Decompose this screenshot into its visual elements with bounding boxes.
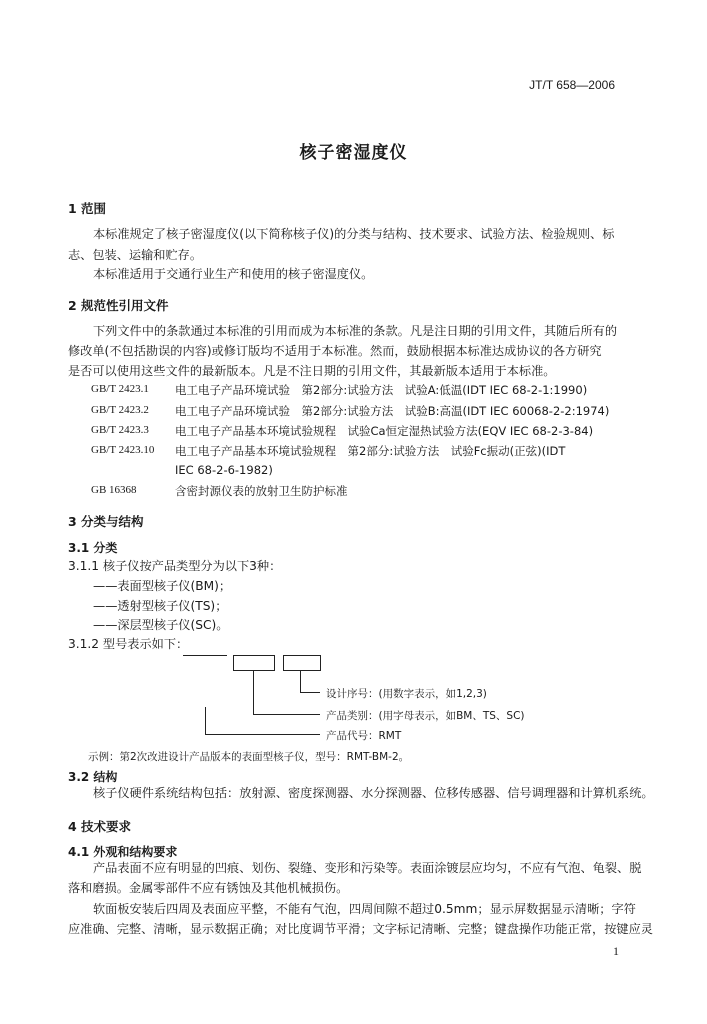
s4-paragraph-line: 产品表面不应有明显的凹痕、划伤、裂缝、变形和污染等。表面涂镀层应均匀，不应有气泡、龟裂、脱 — [93, 861, 642, 875]
s1-paragraph-line: 志、包装、运输和贮存。 — [68, 248, 203, 262]
ref-code: GB/T 2423.3 — [91, 424, 149, 436]
type-item: ——表面型核子仪(BM)； — [93, 579, 232, 593]
section-4-1-heading: 4.1 外观和结构要求 — [68, 845, 178, 859]
ref-title: 含密封源仪表的放射卫生防护标准 — [175, 484, 348, 498]
section-3-1-heading: 3.1 分类 — [68, 541, 118, 555]
ref-code: GB/T 2423.1 — [91, 383, 149, 395]
type-item: ——透射型核子仪(TS)； — [93, 599, 228, 613]
s4-paragraph-line: 软面板安装后四周及表面应平整，不能有气泡，四周间隙不超过0.5mm；显示屏数据显示清晰；字符 — [93, 902, 636, 916]
section-3-1-1-text: 3.1.1 核子仪按产品类型分为以下3种： — [68, 559, 282, 573]
diagram-connector — [205, 707, 206, 735]
ref-title-continued: IEC 68-2-6-1982) — [175, 463, 273, 477]
diagram-product-code-bar — [183, 655, 227, 656]
standard-number: JT/T 658—2006 — [529, 78, 615, 92]
diagram-category-box — [233, 655, 275, 671]
diagram-connector — [253, 714, 320, 715]
section-4-heading: 4 技术要求 — [68, 819, 132, 834]
section-2-heading: 2 规范性引用文件 — [68, 298, 169, 313]
s4-paragraph-line: 落和磨损。金属零部件不应有锈蚀及其他机械损伤。 — [68, 881, 349, 895]
ref-code: GB/T 2423.10 — [91, 444, 155, 456]
ref-code: GB/T 2423.2 — [91, 404, 149, 416]
section-1-heading: 1 范围 — [68, 201, 107, 216]
diagram-sequence-box — [283, 655, 321, 671]
section-3-2-text: 核子仪硬件系统结构包括：放射源、密度探测器、水分探测器、位移传感器、信号调理器和计算机系统。 — [93, 786, 654, 800]
ref-code: GB 16368 — [91, 484, 137, 496]
section-3-1-2-text: 3.1.2 型号表示如下： — [68, 637, 189, 651]
diagram-label-code: 产品代号：RMT — [326, 730, 402, 742]
diagram-connector — [253, 670, 254, 715]
diagram-connector — [205, 734, 320, 735]
s4-paragraph-line: 应准确、完整、清晰，显示数据正确；对比度调节平滑；文字标记清晰、完整；键盘操作功能正常，按键应灵 — [68, 922, 653, 936]
ref-title: 电工电子产品环境试验 第2部分:试验方法 试验A:低温(IDT IEC 68-2-1:1990) — [175, 383, 588, 397]
type-item: ——深层型核子仪(SC)。 — [93, 618, 229, 632]
s2-paragraph-line: 修改单(不包括勘误的内容)或修订版均不适用于本标准。然而，鼓励根据本标准达成协议的各方研究 — [68, 344, 602, 358]
diagram-label-sequence: 设计序号：(用数字表示，如1,2,3) — [326, 688, 487, 700]
page-number: 1 — [613, 944, 619, 958]
ref-title: 电工电子产品基本环境试验规程 第2部分:试验方法 试验Fc振动(正弦)(IDT — [175, 444, 566, 458]
section-3-heading: 3 分类与结构 — [68, 514, 144, 529]
model-example: 示例：第2次改进设计产品版本的表面型核子仪，型号：RMT-BM-2。 — [88, 751, 410, 763]
section-3-2-heading: 3.2 结构 — [68, 770, 118, 784]
ref-title: 电工电子产品环境试验 第2部分:试验方法 试验B:高温(IDT IEC 60068-2-2:1974) — [175, 404, 610, 418]
diagram-label-category: 产品类别：(用字母表示，如BM、TS、SC) — [326, 710, 525, 722]
s1-paragraph-line: 本标准适用于交通行业生产和使用的核子密湿度仪。 — [93, 267, 374, 281]
page-title: 核子密湿度仪 — [299, 143, 408, 163]
s2-paragraph-line: 是否可以使用这些文件的最新版本。凡是不注日期的引用文件，其最新版本适用于本标准。 — [68, 364, 556, 378]
diagram-connector — [300, 670, 301, 693]
ref-title: 电工电子产品基本环境试验规程 试验Ca恒定湿热试验方法(EQV IEC 68-2-3-84) — [175, 424, 594, 438]
diagram-connector — [300, 692, 320, 693]
s1-paragraph-line: 本标准规定了核子密湿度仪(以下简称核子仪)的分类与结构、技术要求、试验方法、检验规则、标 — [93, 227, 615, 241]
s2-paragraph-line: 下列文件中的条款通过本标准的引用而成为本标准的条款。凡是注日期的引用文件，其随后所有的 — [93, 324, 618, 338]
